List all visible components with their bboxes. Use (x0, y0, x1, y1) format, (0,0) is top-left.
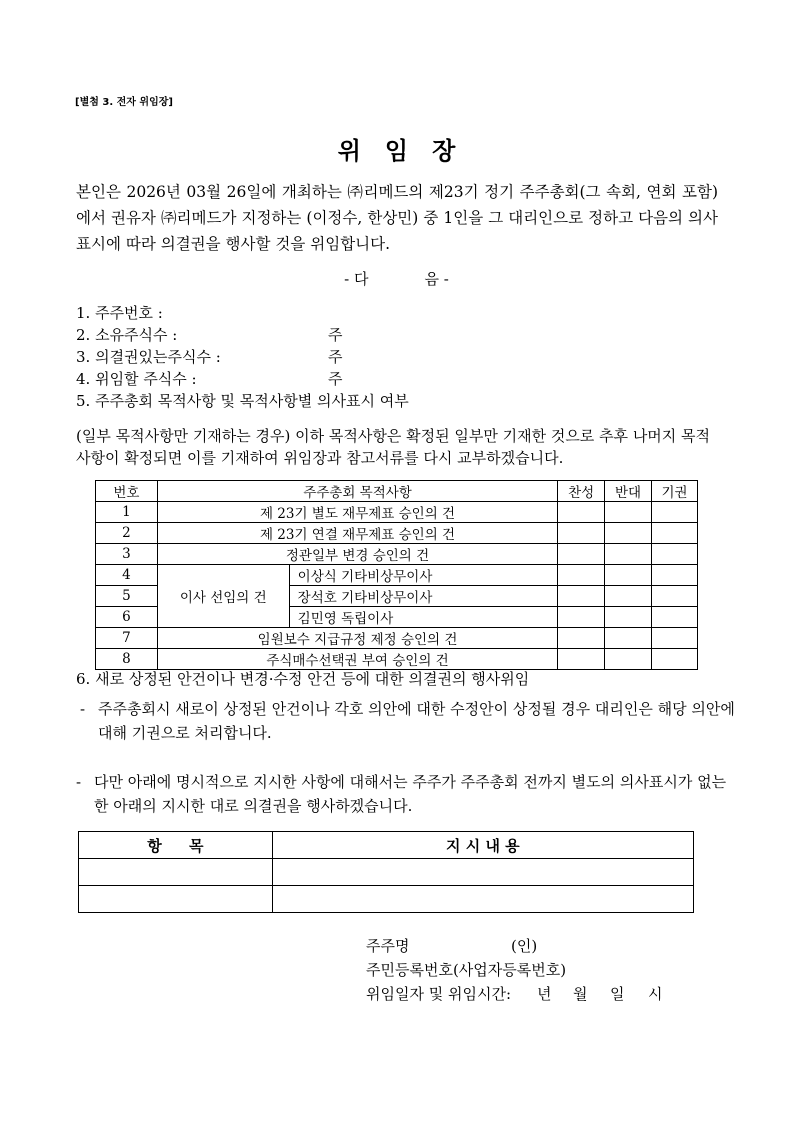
vote-for-cell[interactable] (558, 586, 605, 607)
table-row: 3 정관일부 변경 승인의 건 (96, 544, 698, 565)
vote-against-cell[interactable] (605, 502, 652, 523)
shareholder-name-label: 주주명 (366, 937, 410, 955)
header-content: 지 시 내 용 (272, 832, 693, 859)
vote-against-cell[interactable] (605, 523, 652, 544)
instruction-item-cell[interactable] (79, 886, 273, 913)
table-row: 7 임원보수 지급규정 제정 승인의 건 (96, 628, 698, 649)
bullet-dash: - (76, 773, 82, 791)
vote-against-cell[interactable] (605, 586, 652, 607)
section-heading (0, 268, 793, 289)
vote-abstain-cell[interactable] (652, 586, 698, 607)
vote-against-cell[interactable] (605, 565, 652, 586)
list-item: 3. 의결권있는주식수 : 주 (76, 348, 343, 366)
table-row (79, 886, 694, 913)
list-item: 5. 주주총회 목적사항 및 목적사항별 의사표시 여부 (76, 392, 409, 410)
bullet-dash: - (80, 700, 86, 718)
list-item: 2. 소유주식수 : 주 (76, 326, 343, 344)
table-header-row (79, 832, 694, 859)
table-row: 8 주식매수선택권 부여 승인의 건 (96, 649, 698, 670)
header-abstain: 기권 (652, 481, 698, 502)
header-for: 찬성 (558, 481, 605, 502)
list-item: 1. 주주번호 : (76, 304, 163, 322)
list-item: 4. 위임할 주식수 : 주 (76, 370, 343, 388)
vote-abstain-cell[interactable] (652, 544, 698, 565)
id-number-label: 주민등록번호(사업자등록번호) (366, 961, 567, 979)
page-title: 위임장 (337, 136, 480, 165)
header-no: 번호 (96, 481, 158, 502)
vote-for-cell[interactable] (558, 607, 605, 628)
header-against: 반대 (605, 481, 652, 502)
instruction-content-cell[interactable] (272, 886, 693, 913)
instruction-table (78, 831, 694, 913)
table-row (79, 859, 694, 886)
seal-mark: (인) (511, 937, 538, 955)
vote-for-cell[interactable] (558, 544, 605, 565)
shareholder-name-row (366, 934, 566, 958)
table-row: 5 장석호 기타비상무이사 (96, 586, 698, 607)
bullet-1: - 주주총회시 새로이 상정된 안건이나 각호 의안에 대한 수정안이 상정될 경우 대리인은 해당 의안에 대해 기권으로 처리합니다. (80, 697, 738, 745)
vote-abstain-cell[interactable] (652, 502, 698, 523)
vote-abstain-cell[interactable] (652, 649, 698, 670)
intro-paragraph: 본인은 2026년 03월 26일에 개최하는 ㈜리메드의 제23기 정기 주주총회(그 속회, 연회 포함)에서 권유자 ㈜리메드가 지정하는 (이정수, 한상민) 중 1인을 그 대리인으로 정하고 다음의 의사표시에 따라 의결권을 행사할 것을 위임합니다. (76, 183, 718, 253)
vote-for-cell[interactable] (558, 523, 605, 544)
signature-block (366, 934, 663, 1006)
instruction-content-cell[interactable] (272, 859, 693, 886)
heading-left: - 다 (344, 270, 369, 288)
table-row: 1 제 23기 별도 재무제표 승인의 건 (96, 502, 698, 523)
vote-abstain-cell[interactable] (652, 628, 698, 649)
delegation-date-label: 위임일자 및 위임시간: (366, 985, 512, 1003)
vote-for-cell[interactable] (558, 628, 605, 649)
vote-against-cell[interactable] (605, 628, 652, 649)
table-header-row (96, 481, 698, 502)
table-row: 2 제 23기 연결 재무제표 승인의 건 (96, 523, 698, 544)
vote-for-cell[interactable] (558, 649, 605, 670)
header-item: 주주총회 목적사항 (157, 481, 557, 502)
table-row: 6 김민영 독립이사 (96, 607, 698, 628)
table-row: 4 이사 선임의 건 이상식 기타비상무이사 (96, 565, 698, 586)
vote-abstain-cell[interactable] (652, 565, 698, 586)
agenda-table (95, 480, 698, 670)
note-paragraph: (일부 목적사항만 기재하는 경우) 이하 목적사항은 확정된 일부만 기재한 것으로 추후 나머지 목적사항이 확정되면 이를 기재하여 위임장과 참고서류를 다시 교부하겠습니다. (76, 427, 711, 467)
delegation-date-row: 위임일자 및 위임시간: 년 월 일 시 (366, 985, 663, 1003)
vote-against-cell[interactable] (605, 607, 652, 628)
bullet-2: - 다만 아래에 명시적으로 지시한 사항에 대해서는 주주가 주주총회 전까지 별도의 의사표시가 없는 한 아래의 지시한 대로 의결권을 행사하겠습니다. (76, 770, 738, 818)
vote-for-cell[interactable] (558, 565, 605, 586)
vote-abstain-cell[interactable] (652, 523, 698, 544)
vote-against-cell[interactable] (605, 544, 652, 565)
section-6-title: 6. 새로 상정된 안건이나 변경·수정 안건 등에 대한 의결권의 행사위임 (76, 670, 530, 688)
id-number-row (366, 958, 566, 982)
vote-for-cell[interactable] (558, 502, 605, 523)
director-group-label: 이사 선임의 건 (157, 565, 289, 628)
header-item: 항 목 (79, 832, 273, 859)
heading-right: 음 - (424, 270, 449, 288)
vote-against-cell[interactable] (605, 649, 652, 670)
attachment-tag: [별첨 3. 전자 위임장] (75, 97, 173, 108)
instruction-item-cell[interactable] (79, 859, 273, 886)
vote-abstain-cell[interactable] (652, 607, 698, 628)
item-list (76, 302, 409, 412)
